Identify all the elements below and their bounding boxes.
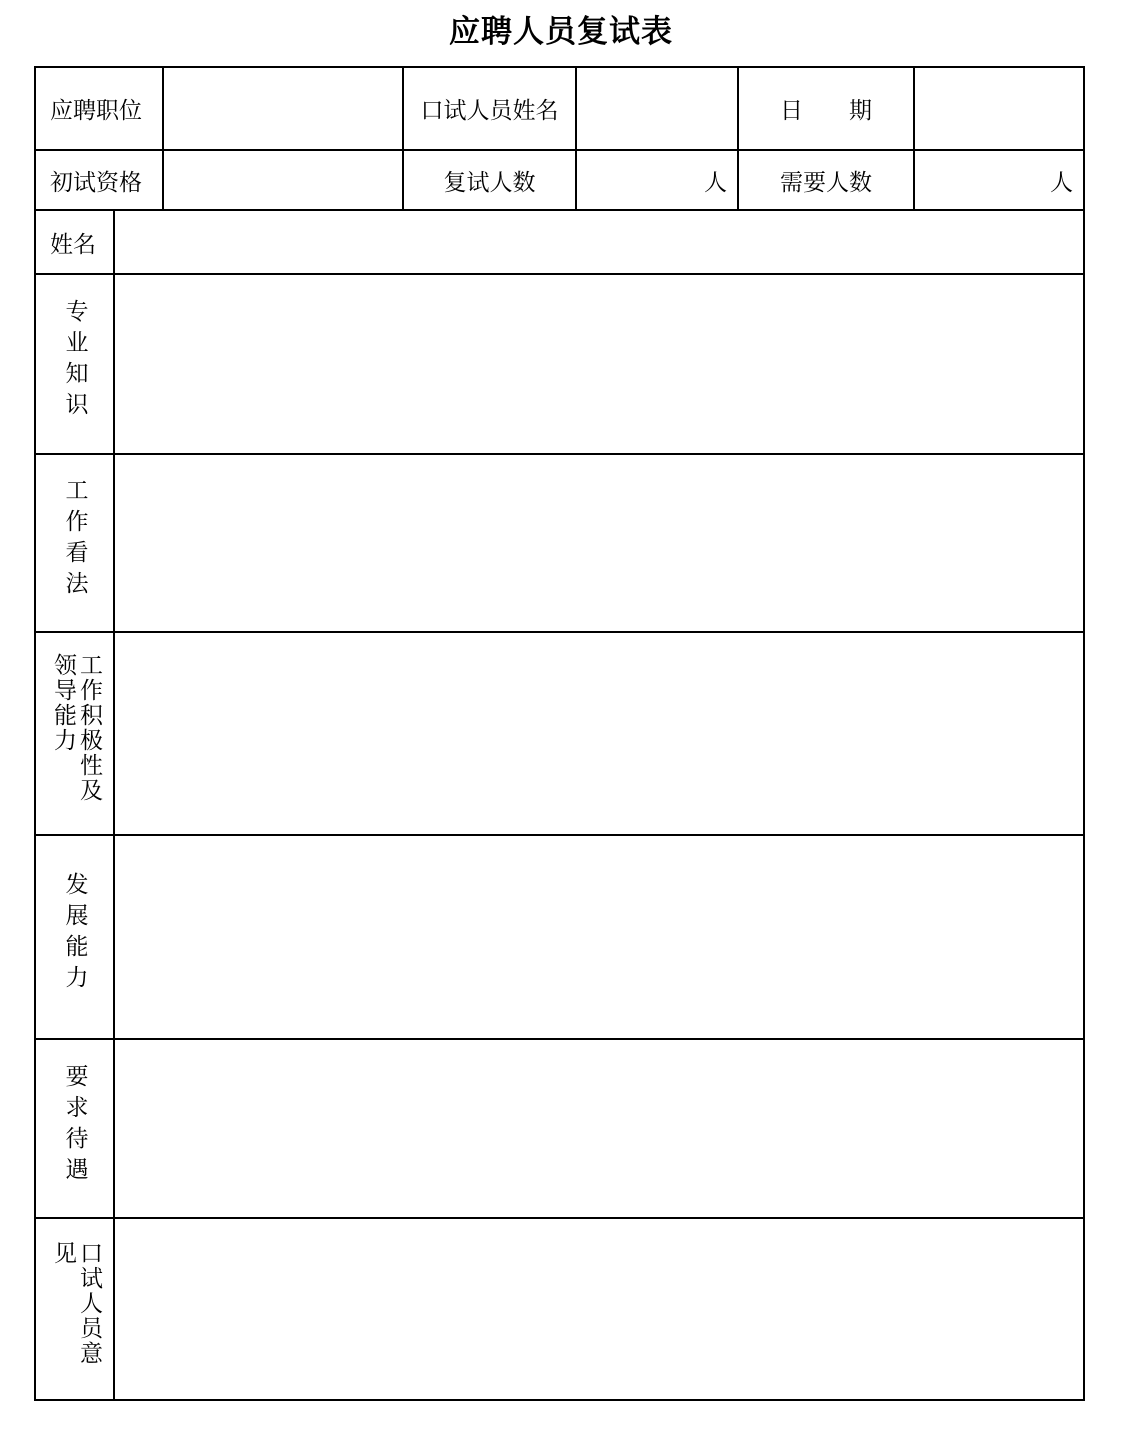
retest-count-unit: 人 — [704, 169, 727, 196]
salary-label: 要求待遇 — [61, 1063, 88, 1188]
knowledge-label: 专业知识 — [61, 299, 88, 423]
work-view-label-cell — [35, 454, 114, 632]
interviewer-field[interactable] — [576, 67, 738, 150]
initiative-field[interactable] — [114, 632, 1084, 835]
needed-count-label: 需要人数 — [738, 150, 914, 210]
initiative-row — [35, 632, 1084, 835]
position-field[interactable] — [163, 67, 403, 150]
qualification-field[interactable] — [163, 150, 403, 210]
position-label: 应聘职位 — [35, 67, 163, 150]
retest-form-table — [34, 66, 1085, 1401]
initiative-label: 工作积极性及领导能力 — [50, 652, 102, 803]
development-label-cell — [35, 835, 114, 1039]
opinion-label: 口试人员意见 — [50, 1241, 102, 1366]
work-view-field[interactable] — [114, 454, 1084, 632]
salary-field[interactable] — [114, 1039, 1084, 1218]
knowledge-field[interactable] — [114, 274, 1084, 454]
development-row — [35, 835, 1084, 1039]
work-view-row — [35, 454, 1084, 632]
salary-row — [35, 1039, 1084, 1218]
retest-count-field[interactable] — [576, 150, 738, 210]
date-label: 日 期 — [738, 67, 914, 150]
qualification-label: 初试资格 — [35, 150, 163, 210]
development-label: 发展能力 — [61, 872, 88, 996]
name-label: 姓名 — [35, 210, 114, 274]
interviewer-label: 口试人员姓名 — [403, 67, 576, 150]
salary-label-cell — [35, 1039, 114, 1218]
name-row — [35, 210, 1084, 274]
header-row-1 — [35, 67, 1084, 150]
date-field[interactable] — [914, 67, 1084, 150]
opinion-row — [35, 1218, 1084, 1400]
retest-count-label: 复试人数 — [403, 150, 576, 210]
needed-count-field[interactable] — [914, 150, 1084, 210]
development-field[interactable] — [114, 835, 1084, 1039]
work-view-label: 工作看法 — [61, 478, 88, 602]
header-row-2 — [35, 150, 1084, 210]
initiative-label-cell — [35, 632, 114, 835]
knowledge-row — [35, 274, 1084, 454]
name-field[interactable] — [114, 210, 1084, 274]
opinion-label-cell — [35, 1218, 114, 1400]
knowledge-label-cell — [35, 274, 114, 454]
needed-count-unit: 人 — [1050, 169, 1073, 196]
opinion-field[interactable] — [114, 1218, 1084, 1400]
form-title: 应聘人员复试表 — [449, 14, 673, 50]
